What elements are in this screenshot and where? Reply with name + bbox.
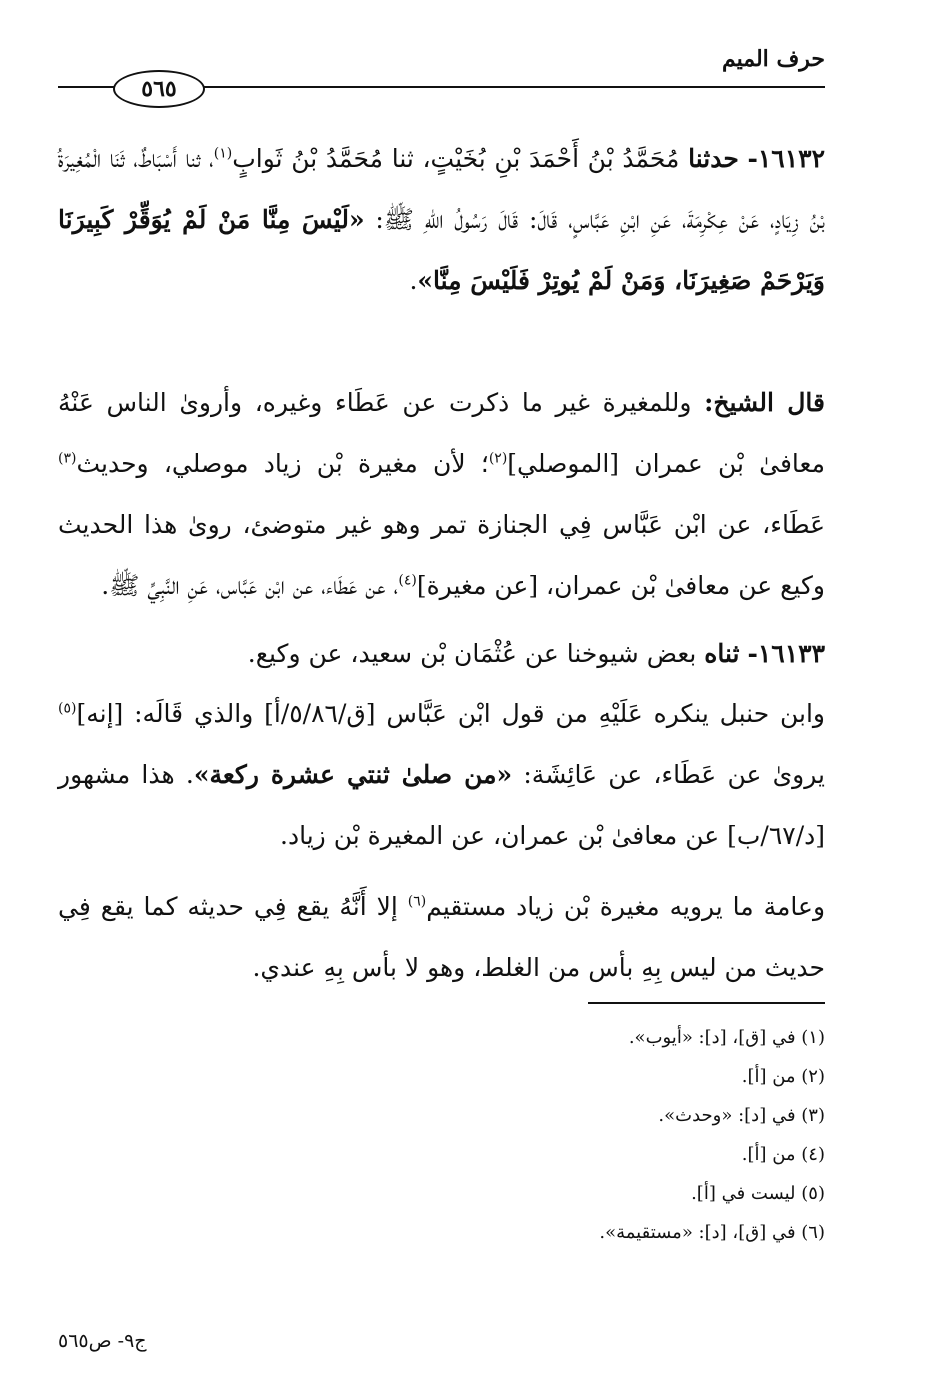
ibn-hanbal-text-a: وابن حنبل ينكره عَلَيْهِ من قول ابْن عَبَّاس [ق/٥/٨٦/أ] والذي قَالَه: [إنه] [76, 699, 826, 728]
hadith-end: . [409, 266, 418, 295]
sheikh-comment [58, 372, 825, 616]
comment-text-a: وللمغيرة غير ما ذكرت عن عَطَاء وغيره، وأروىٰ الناس عَنْهُ معافىٰ بْن عمران [الموصلي] [58, 388, 825, 478]
volume-page-reference: ج٩- ص٥٦٥ [58, 1330, 147, 1352]
closing-text-b: إلا أَنَّهُ يقع فِي حديثه كما يقع فِي حديث من ليس بِهِ بأس من الغلط، وهو لا بأس بِهِ عندي. [58, 892, 825, 982]
footnote-ref-6: (٦) [407, 893, 427, 910]
sheikh-lead: قال الشيخ: [704, 388, 825, 417]
page-number [113, 70, 205, 108]
hadith-number: ١٦١٣٢- [747, 144, 826, 173]
hadith-16133-text: بعض شيوخنا عن عُثْمَان بْن سعيد، عن وكيع. [247, 639, 705, 668]
footnote-ref-5: (٥) [58, 700, 77, 717]
footnote-2: (٢) من [أ]. [741, 1066, 825, 1087]
running-head: حرف الميم [721, 46, 825, 72]
ibn-hanbal-quote: «من صلىٰ ثنتي عشرة ركعة» [193, 760, 513, 789]
hadith-lead-word: حدثنا [688, 144, 739, 173]
footnote-4: (٤) من [أ]. [741, 1144, 825, 1165]
hadith-number: ١٦١٣٣- [747, 639, 825, 668]
ibn-hanbal-text-c: . هذا مشهور [د/٦٧/ب] عن معافىٰ بْن عمران، عن المغيرة بْن زياد. [58, 760, 825, 850]
footnote-ref-3: (٣) [58, 450, 77, 467]
footnote-ref-1: (١) [213, 145, 233, 162]
footnote-ref-4: (٤) [398, 572, 417, 589]
page-number-text: ٥٦٥ [141, 76, 177, 102]
footnote-6: (٦) في [ق]، [د]: «مستقيمة». [599, 1222, 825, 1243]
footnote-ref-2: (٢) [488, 450, 508, 467]
hadith-lead-word: ثناه [704, 639, 740, 668]
footnotes [325, 1018, 825, 1252]
footnote-3: (٣) في [د]: «وحدث». [658, 1105, 825, 1126]
ibn-hanbal-paragraph [58, 683, 825, 866]
isnad-text-cont: ، ثنا أَسْبَاطٌ، ثَنَا الْمُغِيرَةُ بْنُ زِيَادٍ، عَنْ عِكْرِمَةَ، عَنِ ابْنِ عَبَّاسٍ، قَالَ: قَالَ رَسُولُ اللهِ ﷺ: [58, 144, 825, 234]
closing-text-a: وعامة ما يرويه مغيرة بْن زياد مستقيم [426, 892, 826, 921]
matn-text: «لَيْسَ مِنَّا مَنْ لَمْ يُوَقِّرْ كَبِيرَنَا وَيَرْحَمْ صَغِيرَنَا، وَمَنْ لَمْ يُوتِرْ فَلَيْسَ مِنَّا» [58, 205, 825, 295]
footnote-1: (١) في [ق]، [د]: «أيوب». [628, 1027, 825, 1048]
hadith-16132 [58, 128, 825, 311]
comment-text-d: ، عن عَطَاء، عن ابْن عَبَّاس، عَنِ النَّبِيِّ ﷺ. [101, 571, 399, 600]
footnote-5: (٥) ليست في [أ]. [691, 1183, 825, 1204]
comment-text-b: ؛ لأن مغيرة بْن زياد موصلي، وحديث [76, 449, 489, 478]
ibn-hanbal-text-b: يروىٰ عن عَطَاء، عن عَائِشَة: [512, 760, 825, 789]
isnad-text: مُحَمَّدُ بْنُ أَحْمَدَ بْنِ بُخَيْتٍ، ثنا مُحَمَّدُ بْنُ ثَوابٍ [232, 144, 689, 173]
closing-paragraph [58, 876, 825, 998]
hadith-16133 [58, 623, 825, 684]
comment-text-c: عَطَاء، عن ابْن عَبَّاس فِي الجنازة تمر وهو غير متوضئ، روىٰ هذا الحديث وكيع عن معافىٰ بْن عمران، [عن مغيرة] [58, 510, 825, 600]
footnote-separator [588, 1002, 825, 1004]
